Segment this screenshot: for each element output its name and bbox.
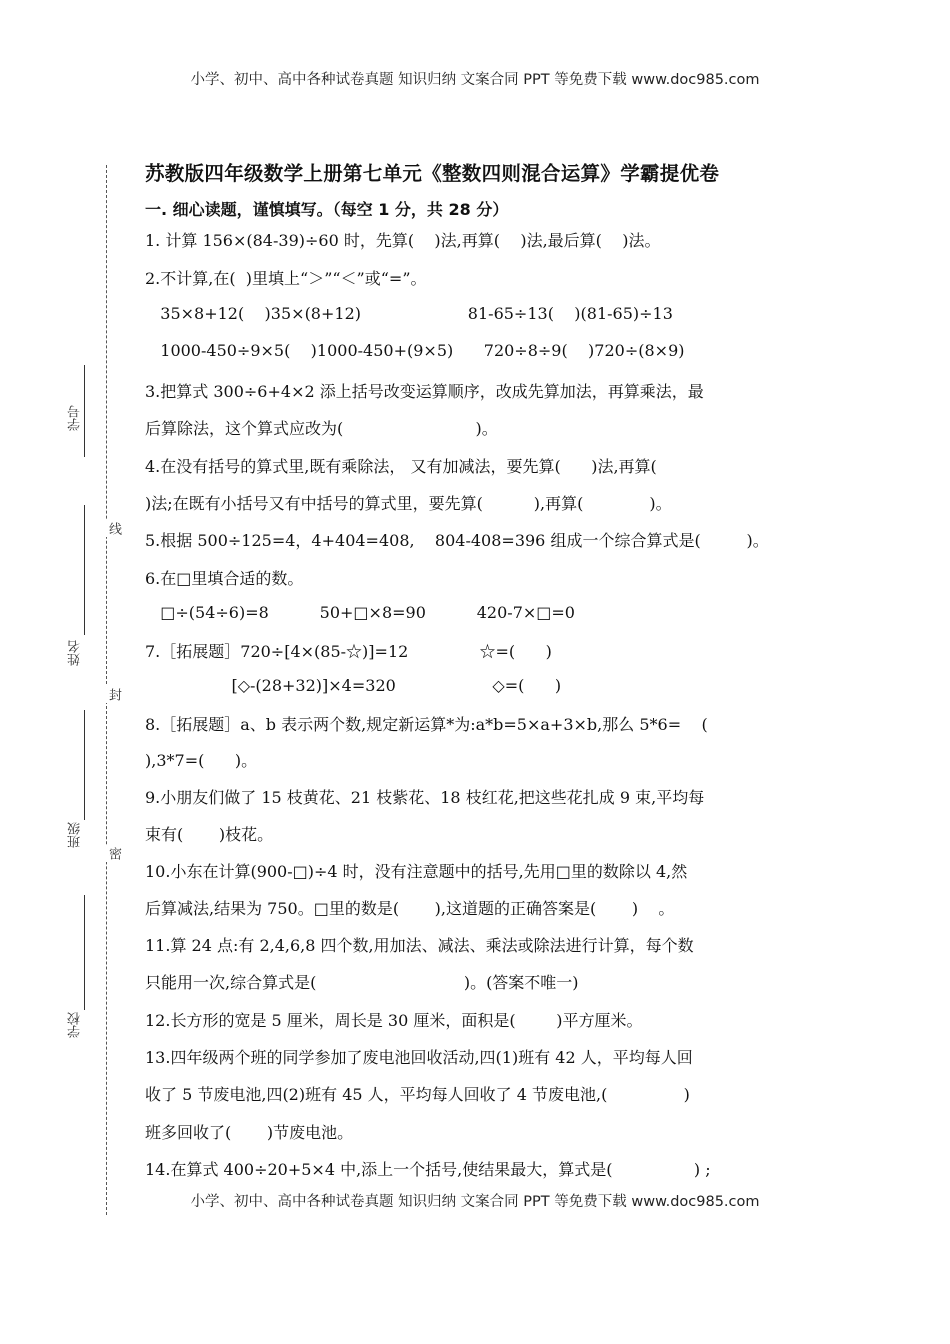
question-line: 后算减法,结果为 750。□里的数是( ),这道题的正确答案是( ) 。 bbox=[145, 899, 675, 918]
section-heading: 一. 细心读题，谨慎填写。（每空 1 分，共 28 分） bbox=[145, 200, 509, 219]
page-title: 苏教版四年级数学上册第七单元《整数四则混合运算》学霸提优卷 bbox=[145, 162, 720, 185]
question-line: 班多回收了( )节废电池。 bbox=[145, 1123, 354, 1142]
question-line: 后算除法，这个算式应改为( )。 bbox=[145, 419, 498, 438]
school-label: 学校 bbox=[68, 1012, 83, 1038]
seal-line-char: 线 bbox=[106, 522, 121, 535]
question-line: 12.长方形的宽是 5 厘米，周长是 30 厘米，面积是( )平方厘米。 bbox=[145, 1011, 643, 1030]
question-line: 6.在□里填合适的数。 bbox=[145, 569, 304, 588]
page-header: 小学、初中、高中各种试卷真题 知识归纳 文案合同 PPT 等免费下载 www.doc985.com bbox=[190, 72, 760, 88]
question-line: 2.不计算,在( )里填上“＞”“＜”或“=”。 bbox=[145, 269, 427, 288]
question-line: ),3*7=( )。 bbox=[145, 751, 258, 770]
question-line: 1. 计算 156×(84-39)÷60 时，先算( )法,再算( )法,最后算( )法。 bbox=[145, 231, 661, 250]
question-line: 收了 5 节废电池,四(2)班有 45 人，平均每人回收了 4 节废电池,( ) bbox=[145, 1085, 690, 1104]
name-blank bbox=[84, 505, 85, 635]
question-line: 13.四年级两个班的同学参加了废电池回收活动,四(1)班有 42 人，平均每人回 bbox=[145, 1048, 693, 1067]
name-label: 姓名 bbox=[68, 640, 83, 666]
school-blank bbox=[84, 895, 85, 1010]
question-line: 35×8+12( )35×(8+12) 81-65÷13( )(81-65)÷13 bbox=[145, 304, 673, 323]
page-footer: 小学、初中、高中各种试卷真题 知识归纳 文案合同 PPT 等免费下载 www.doc985.com bbox=[190, 1194, 760, 1210]
question-line: )法;在既有小括号又有中括号的算式里，要先算( ),再算( )。 bbox=[145, 494, 672, 513]
question-line: 5.根据 500÷125=4，4+404=408, 804-408=396 组成一个综合算式是( )。 bbox=[145, 531, 769, 550]
question-line: [◇-(28+32)]×4=320 ◇=( ) bbox=[145, 676, 562, 695]
student-id-label: 学号 bbox=[68, 405, 83, 431]
question-line: 4.在没有括号的算式里,既有乘除法， 又有加减法，要先算( )法,再算( bbox=[145, 457, 657, 476]
student-id-blank bbox=[84, 365, 85, 457]
question-line: 束有( )枝花。 bbox=[145, 825, 274, 844]
question-line: 8.［拓展题］a、b 表示两个数,规定新运算*为:a*b=5×a+3×b,那么 5*6= ( bbox=[145, 715, 708, 734]
question-line: 9.小朋友们做了 15 枝黄花、21 枝紫花、18 枝红花,把这些花扎成 9 束,平均每 bbox=[145, 788, 705, 807]
question-line: 只能用一次,综合算式是( )。(答案不唯一) bbox=[145, 973, 579, 992]
question-line: 10.小东在计算(900-□)÷4 时，没有注意题中的括号,先用□里的数除以 4,然 bbox=[145, 862, 688, 881]
seal-secret-char: 密 bbox=[106, 847, 121, 860]
question-line: 11.算 24 点:有 2,4,6,8 四个数,用加法、减法、乘法或除法进行计算，每个数 bbox=[145, 936, 694, 955]
seal-seal-char: 封 bbox=[106, 688, 121, 701]
question-line: □÷(54÷6)=8 50+□×8=90 420-7×□=0 bbox=[145, 603, 575, 622]
class-blank bbox=[84, 710, 85, 820]
question-line: 14.在算式 400÷20+5×4 中,添上一个括号,使结果最大，算式是( ) ; bbox=[145, 1160, 711, 1179]
question-line: 3.把算式 300÷6+4×2 添上括号改变运算顺序，改成先算加法，再算乘法，最 bbox=[145, 382, 704, 401]
class-label: 班级 bbox=[68, 822, 83, 848]
question-line: 1000-450÷9×5( )1000-450+(9×5) 720÷8÷9( )720÷(8×9) bbox=[145, 341, 685, 360]
question-line: 7.［拓展题］720÷[4×(85-☆)]=12 ☆=( ) bbox=[145, 642, 552, 661]
